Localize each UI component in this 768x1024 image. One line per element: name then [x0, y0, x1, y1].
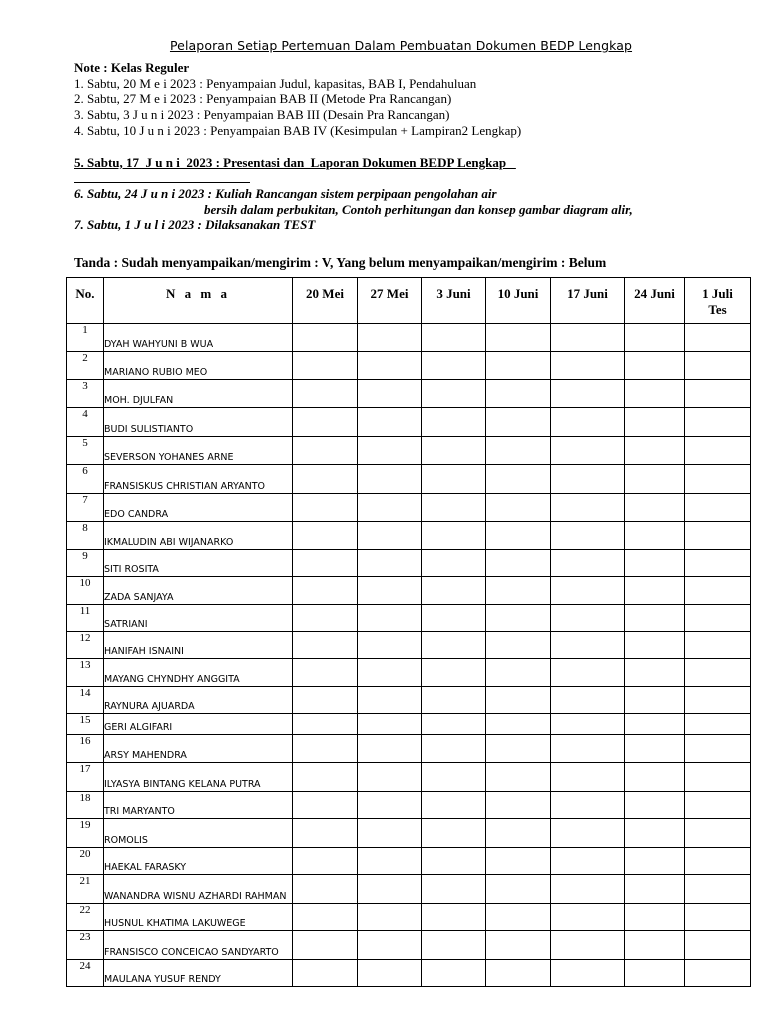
attendance-cell: [551, 819, 625, 848]
row-number: 21: [67, 875, 104, 904]
attendance-cell: [685, 687, 751, 714]
attendance-cell: [486, 494, 551, 522]
row-number: 12: [67, 632, 104, 659]
student-name: GERI ALGIFARI: [104, 714, 293, 735]
attendance-cell: [358, 605, 422, 632]
attendance-table: [66, 277, 751, 987]
attendance-cell: [685, 819, 751, 848]
header-24-juni: 24 Juni: [625, 278, 685, 324]
attendance-cell: [685, 735, 751, 763]
attendance-cell: [551, 408, 625, 437]
attendance-cell: [486, 522, 551, 550]
student-name: MOH. DJULFAN: [104, 380, 293, 408]
table-row: [67, 960, 751, 987]
attendance-cell: [422, 659, 486, 687]
attendance-cell: [625, 352, 685, 380]
legend-text: Tanda : Sudah menyampaikan/mengirim : V, Yang belum menyampaikan/mengirim : Belum: [74, 255, 607, 270]
attendance-cell: [486, 960, 551, 987]
table-row: [67, 714, 751, 735]
attendance-cell: [685, 522, 751, 550]
attendance-cell: [358, 960, 422, 987]
attendance-cell: [625, 632, 685, 659]
attendance-cell: [685, 550, 751, 577]
attendance-cell: [551, 380, 625, 408]
note-label: Note : Kelas Reguler: [74, 60, 190, 75]
attendance-cell: [685, 763, 751, 792]
attendance-cell: [358, 763, 422, 792]
attendance-cell: [422, 632, 486, 659]
attendance-cell: [486, 465, 551, 494]
attendance-cell: [358, 875, 422, 904]
attendance-cell: [551, 352, 625, 380]
attendance-cell: [625, 522, 685, 550]
attendance-cell: [625, 687, 685, 714]
table-row: [67, 605, 751, 632]
header-name: N a m a: [104, 278, 293, 324]
attendance-cell: [358, 465, 422, 494]
attendance-cell: [422, 792, 486, 819]
attendance-cell: [422, 408, 486, 437]
attendance-cell: [486, 819, 551, 848]
student-name: ILYASYA BINTANG KELANA PUTRA: [104, 763, 293, 792]
attendance-cell: [685, 960, 751, 987]
student-name: DYAH WAHYUNI B WUA: [104, 324, 293, 352]
attendance-cell: [422, 550, 486, 577]
attendance-cell: [486, 324, 551, 352]
row-number: 19: [67, 819, 104, 848]
student-name: TRI MARYANTO: [104, 792, 293, 819]
attendance-cell: [293, 632, 358, 659]
student-name: EDO CANDRA: [104, 494, 293, 522]
row-number: 1: [67, 324, 104, 352]
student-name: SATRIANI: [104, 605, 293, 632]
attendance-cell: [358, 848, 422, 875]
row-number: 20: [67, 848, 104, 875]
attendance-cell: [358, 550, 422, 577]
schedule-item-2: 2. Sabtu, 27 M e i 2023 : Penyampaian BAB II (Metode Pra Rancangan): [74, 91, 452, 106]
attendance-cell: [685, 324, 751, 352]
attendance-cell: [293, 763, 358, 792]
attendance-cell: [358, 577, 422, 605]
attendance-cell: [358, 735, 422, 763]
row-number: 15: [67, 714, 104, 735]
table-row: [67, 763, 751, 792]
student-name: SEVERSON YOHANES ARNE: [104, 437, 293, 465]
schedule-item-3: 3. Sabtu, 3 J u n i 2023 : Penyampaian BAB III (Desain Pra Rancangan): [74, 107, 450, 122]
attendance-cell: [625, 324, 685, 352]
student-name: WANANDRA WISNU AZHARDI RAHMAN: [104, 875, 293, 904]
attendance-cell: [358, 904, 422, 931]
attendance-cell: [685, 494, 751, 522]
attendance-cell: [293, 380, 358, 408]
attendance-cell: [685, 577, 751, 605]
attendance-cell: [625, 437, 685, 465]
student-name: ZADA SANJAYA: [104, 577, 293, 605]
attendance-cell: [486, 931, 551, 960]
attendance-cell: [293, 819, 358, 848]
student-name: HAEKAL FARASKY: [104, 848, 293, 875]
attendance-cell: [625, 577, 685, 605]
attendance-cell: [422, 960, 486, 987]
attendance-cell: [551, 550, 625, 577]
attendance-cell: [625, 408, 685, 437]
attendance-cell: [293, 687, 358, 714]
student-name: HUSNUL KHATIMA LAKUWEGE: [104, 904, 293, 931]
header-1-juli: 1 Juli: [702, 286, 733, 301]
table-row: [67, 465, 751, 494]
student-name: MAYANG CHYNDHY ANGGITA: [104, 659, 293, 687]
attendance-cell: [293, 714, 358, 735]
student-name: FRANSISKUS CHRISTIAN ARYANTO: [104, 465, 293, 494]
student-name: ROMOLIS: [104, 819, 293, 848]
attendance-cell: [293, 848, 358, 875]
row-number: 16: [67, 735, 104, 763]
attendance-cell: [358, 819, 422, 848]
attendance-cell: [293, 875, 358, 904]
attendance-cell: [551, 465, 625, 494]
header-1-juli-tes: [685, 278, 751, 324]
attendance-cell: [551, 577, 625, 605]
attendance-cell: [486, 714, 551, 735]
attendance-cell: [293, 904, 358, 931]
attendance-cell: [625, 494, 685, 522]
attendance-cell: [685, 792, 751, 819]
header-tes: Tes: [708, 302, 727, 317]
attendance-cell: [358, 408, 422, 437]
attendance-cell: [551, 875, 625, 904]
row-number: 5: [67, 437, 104, 465]
attendance-cell: [486, 763, 551, 792]
attendance-cell: [293, 352, 358, 380]
attendance-cell: [625, 931, 685, 960]
attendance-cell: [486, 408, 551, 437]
table-row: [67, 522, 751, 550]
row-number: 2: [67, 352, 104, 380]
attendance-cell: [685, 931, 751, 960]
attendance-cell: [486, 437, 551, 465]
attendance-cell: [422, 904, 486, 931]
row-number: 18: [67, 792, 104, 819]
row-number: 7: [67, 494, 104, 522]
table-row: [67, 735, 751, 763]
row-number: 3: [67, 380, 104, 408]
attendance-cell: [293, 324, 358, 352]
student-name: FRANSISCO CONCEICAO SANDYARTO: [104, 931, 293, 960]
document-title: Pelaporan Setiap Pertemuan Dalam Pembuatan Dokumen BEDP Lengkap: [169, 38, 633, 53]
attendance-cell: [625, 659, 685, 687]
header-10-juni: 10 Juni: [486, 278, 551, 324]
attendance-cell: [422, 848, 486, 875]
attendance-cell: [551, 792, 625, 819]
attendance-cell: [486, 792, 551, 819]
attendance-cell: [422, 437, 486, 465]
schedule-item-5: 5. Sabtu, 17 J u n i 2023 : Presentasi dan Laporan Dokumen BEDP Lengkap: [74, 155, 516, 170]
table-row: [67, 687, 751, 714]
header-17-juni: 17 Juni: [551, 278, 625, 324]
attendance-cell: [625, 763, 685, 792]
attendance-cell: [625, 819, 685, 848]
attendance-cell: [551, 632, 625, 659]
attendance-cell: [293, 408, 358, 437]
attendance-cell: [625, 875, 685, 904]
header-no: No.: [67, 278, 104, 324]
student-name: MAULANA YUSUF RENDY: [104, 960, 293, 987]
attendance-cell: [358, 632, 422, 659]
table-row: [67, 792, 751, 819]
header-3-juni: 3 Juni: [422, 278, 486, 324]
attendance-cell: [422, 931, 486, 960]
attendance-cell: [358, 522, 422, 550]
attendance-cell: [358, 352, 422, 380]
attendance-cell: [486, 659, 551, 687]
attendance-cell: [625, 904, 685, 931]
attendance-cell: [358, 687, 422, 714]
row-number: 17: [67, 763, 104, 792]
attendance-cell: [551, 605, 625, 632]
attendance-cell: [685, 437, 751, 465]
attendance-cell: [625, 735, 685, 763]
attendance-cell: [422, 875, 486, 904]
row-number: 9: [67, 550, 104, 577]
row-number: 13: [67, 659, 104, 687]
row-number: 8: [67, 522, 104, 550]
student-name: BUDI SULISTIANTO: [104, 408, 293, 437]
attendance-cell: [358, 437, 422, 465]
attendance-cell: [551, 522, 625, 550]
schedule-item-6-line1: 6. Sabtu, 24 J u n i 2023 : Kuliah Rancangan sistem perpipaan pengolahan air: [74, 186, 497, 201]
attendance-cell: [293, 605, 358, 632]
attendance-cell: [293, 437, 358, 465]
attendance-cell: [486, 577, 551, 605]
attendance-cell: [422, 324, 486, 352]
attendance-cell: [422, 687, 486, 714]
attendance-cell: [551, 931, 625, 960]
attendance-cell: [551, 687, 625, 714]
attendance-cell: [486, 875, 551, 904]
attendance-cell: [422, 605, 486, 632]
table-row: [67, 437, 751, 465]
attendance-cell: [422, 522, 486, 550]
attendance-cell: [685, 380, 751, 408]
attendance-cell: [486, 632, 551, 659]
table-row: [67, 494, 751, 522]
table-row: [67, 380, 751, 408]
separator-line: [74, 182, 250, 183]
attendance-cell: [551, 763, 625, 792]
student-name: HANIFAH ISNAINI: [104, 632, 293, 659]
attendance-cell: [625, 848, 685, 875]
table-header-row: [67, 278, 751, 324]
row-number: 14: [67, 687, 104, 714]
student-name: MARIANO RUBIO MEO: [104, 352, 293, 380]
attendance-cell: [422, 577, 486, 605]
attendance-cell: [486, 735, 551, 763]
attendance-cell: [625, 960, 685, 987]
attendance-cell: [293, 960, 358, 987]
attendance-cell: [358, 380, 422, 408]
schedule-item-6-line2: bersih dalam perbukitan, Contoh perhitungan dan konsep gambar diagram alir,: [204, 202, 633, 217]
row-number: 23: [67, 931, 104, 960]
attendance-cell: [293, 465, 358, 494]
table-row: [67, 577, 751, 605]
attendance-cell: [685, 352, 751, 380]
attendance-cell: [685, 408, 751, 437]
row-number: 11: [67, 605, 104, 632]
attendance-cell: [293, 577, 358, 605]
table-row: [67, 904, 751, 931]
attendance-cell: [685, 659, 751, 687]
row-number: 10: [67, 577, 104, 605]
attendance-cell: [625, 550, 685, 577]
attendance-cell: [422, 465, 486, 494]
attendance-cell: [358, 494, 422, 522]
table-row: [67, 819, 751, 848]
student-name: IKMALUDIN ABI WIJANARKO: [104, 522, 293, 550]
attendance-cell: [422, 714, 486, 735]
row-number: 24: [67, 960, 104, 987]
attendance-cell: [551, 324, 625, 352]
schedule-item-7: 7. Sabtu, 1 J u l i 2023 : Dilaksanakan TEST: [74, 217, 316, 232]
row-number: 22: [67, 904, 104, 931]
attendance-cell: [358, 324, 422, 352]
attendance-cell: [358, 792, 422, 819]
attendance-cell: [685, 904, 751, 931]
attendance-cell: [685, 848, 751, 875]
attendance-cell: [293, 522, 358, 550]
attendance-cell: [486, 687, 551, 714]
header-20-mei: 20 Mei: [293, 278, 358, 324]
attendance-cell: [685, 465, 751, 494]
table-row: [67, 408, 751, 437]
attendance-cell: [358, 714, 422, 735]
student-name: SITI ROSITA: [104, 550, 293, 577]
attendance-cell: [625, 792, 685, 819]
table-row: [67, 352, 751, 380]
attendance-cell: [293, 550, 358, 577]
attendance-cell: [293, 931, 358, 960]
attendance-cell: [486, 848, 551, 875]
table-row: [67, 875, 751, 904]
attendance-cell: [685, 632, 751, 659]
attendance-cell: [293, 659, 358, 687]
attendance-cell: [358, 659, 422, 687]
attendance-cell: [486, 904, 551, 931]
attendance-cell: [685, 714, 751, 735]
header-27-mei: 27 Mei: [358, 278, 422, 324]
attendance-cell: [551, 904, 625, 931]
attendance-cell: [625, 465, 685, 494]
attendance-cell: [422, 380, 486, 408]
attendance-cell: [685, 875, 751, 904]
attendance-cell: [486, 550, 551, 577]
attendance-cell: [422, 819, 486, 848]
attendance-cell: [551, 848, 625, 875]
attendance-cell: [486, 605, 551, 632]
attendance-cell: [625, 714, 685, 735]
attendance-cell: [486, 352, 551, 380]
attendance-cell: [551, 960, 625, 987]
attendance-cell: [625, 380, 685, 408]
schedule-item-1: 1. Sabtu, 20 M e i 2023 : Penyampaian Judul, kapasitas, BAB I, Pendahuluan: [74, 76, 477, 91]
student-name: RAYNURA AJUARDA: [104, 687, 293, 714]
attendance-cell: [551, 659, 625, 687]
attendance-cell: [422, 494, 486, 522]
attendance-cell: [551, 494, 625, 522]
attendance-cell: [358, 931, 422, 960]
attendance-cell: [551, 735, 625, 763]
table-row: [67, 659, 751, 687]
attendance-cell: [422, 763, 486, 792]
attendance-cell: [486, 380, 551, 408]
attendance-cell: [422, 735, 486, 763]
table-row: [67, 324, 751, 352]
table-row: [67, 848, 751, 875]
attendance-cell: [625, 605, 685, 632]
schedule-item-4: 4. Sabtu, 10 J u n i 2023 : Penyampaian BAB IV (Kesimpulan + Lampiran2 Lengkap): [74, 123, 522, 138]
attendance-cell: [551, 437, 625, 465]
table-row: [67, 632, 751, 659]
row-number: 4: [67, 408, 104, 437]
table-row: [67, 550, 751, 577]
student-name: ARSY MAHENDRA: [104, 735, 293, 763]
attendance-cell: [422, 352, 486, 380]
attendance-cell: [293, 735, 358, 763]
row-number: 6: [67, 465, 104, 494]
attendance-cell: [293, 494, 358, 522]
table-row: [67, 931, 751, 960]
attendance-cell: [551, 714, 625, 735]
attendance-cell: [293, 792, 358, 819]
attendance-cell: [685, 605, 751, 632]
